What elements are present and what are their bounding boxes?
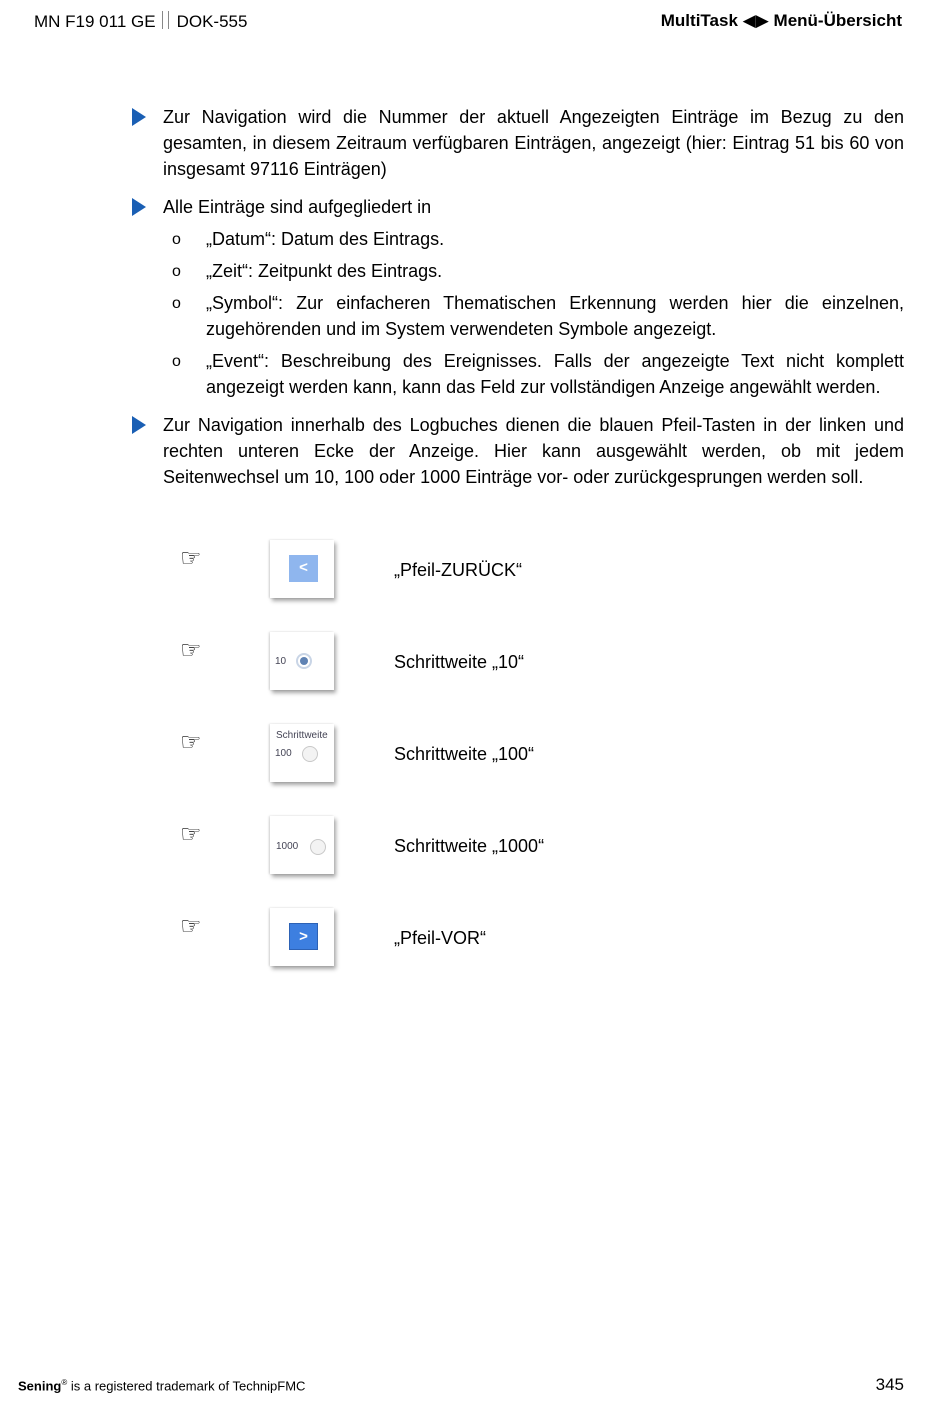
doc-code: DOK-555	[176, 12, 248, 31]
bullet-text: Zur Navigation innerhalb des Logbuches dienen die blauen Pfeil-Tasten in der linken und rechten unteren Ecke der Anzeige. Hier kann ausgewählt werden, ob mit jedem Seitenwechsel um 10, 100 oder 1000 Einträge vor- oder zurückgesprungen werden soll.	[163, 415, 904, 487]
step-10-radio[interactable]	[296, 653, 312, 669]
control-row-forward	[180, 908, 780, 978]
control-label: Schrittweite „100“	[394, 744, 535, 764]
header-doc-info	[34, 11, 247, 32]
radio-value-label: 10	[275, 656, 287, 667]
pointing-hand-icon: ☞	[180, 913, 202, 940]
nav-arrows-icon: ◀▶	[742, 11, 769, 30]
control-label: „Pfeil-ZURÜCK“	[394, 560, 522, 580]
radio-value-label: 100	[275, 748, 292, 759]
control-preview	[270, 632, 334, 690]
bullet-item	[130, 412, 904, 490]
control-preview	[270, 540, 334, 598]
trademark-text: is a registered trademark of TechnipFMC	[67, 1378, 306, 1394]
bullet-triangle-icon	[132, 416, 146, 434]
pointing-hand-icon: ☞	[180, 637, 202, 664]
pointing-hand-icon: ☞	[180, 545, 202, 572]
bullet-triangle-icon	[132, 108, 146, 126]
header-separator	[162, 11, 169, 29]
brand-name: Sening	[18, 1378, 62, 1394]
sub-item-text: „Datum“: Datum des Eintrags.	[206, 229, 445, 249]
control-label: Schrittweite „1000“	[394, 836, 545, 856]
pointing-hand-icon: ☞	[180, 821, 202, 848]
sub-item	[130, 290, 904, 342]
bullet-text: Alle Einträge sind aufgegliedert in	[163, 197, 432, 217]
sub-item	[130, 348, 904, 400]
pointing-hand-icon: ☞	[180, 729, 202, 756]
bullet-text: Zur Navigation wird die Nummer der aktuell Angezeigten Einträge im Bezug zu den gesamten, in diesem Zeitraum verfügbaren Einträgen, angezeigt (hier: Eintrag 51 bis 60 von insgesamt 97116 Einträgen)	[163, 107, 904, 179]
footer-trademark	[18, 1378, 305, 1393]
sub-item-text: „Event“: Beschreibung des Ereignisses. Falls der angezeigte Text nicht komplett angezeigt werden kann, kann das Feld zur vollständigen Anzeige angewählt werden.	[206, 351, 904, 397]
bullet-item	[130, 194, 904, 220]
page-number: 345	[875, 1375, 904, 1394]
sub-item-text: „Symbol“: Zur einfacheren Thematischen Erkennung werden hier die einzelnen, zugehörenden und im System verwendeten Symbole angezeigt.	[206, 293, 904, 339]
control-preview	[270, 724, 334, 782]
radio-caption: Schrittweite	[276, 730, 328, 741]
sub-marker: o	[172, 263, 181, 280]
registered-mark: ®	[61, 1378, 68, 1387]
sub-marker: o	[172, 231, 181, 248]
section-name: Menü-Übersicht	[773, 11, 902, 30]
body-text	[130, 104, 904, 502]
sub-marker: o	[172, 295, 181, 312]
step-100-radio[interactable]	[302, 746, 318, 762]
control-preview	[270, 908, 334, 966]
control-row-step-1000	[180, 816, 780, 886]
product-name: MultiTask	[660, 11, 738, 30]
step-1000-radio[interactable]	[310, 839, 326, 855]
control-label: Schrittweite „10“	[394, 652, 525, 672]
control-label: „Pfeil-VOR“	[394, 928, 487, 948]
control-preview	[270, 816, 334, 874]
arrow-back-button[interactable]: <	[289, 555, 318, 582]
arrow-forward-button[interactable]: >	[289, 923, 318, 950]
bullet-item	[130, 104, 904, 182]
sub-item-text: „Zeit“: Zeitpunkt des Eintrags.	[206, 261, 443, 281]
sub-marker: o	[172, 353, 181, 370]
bullet-triangle-icon	[132, 198, 146, 216]
control-row-step-100	[180, 724, 780, 794]
doc-number: MN F19 011 GE	[34, 12, 156, 31]
radio-value-label: 1000	[276, 841, 299, 852]
sub-item	[130, 226, 904, 252]
control-row-back	[180, 540, 780, 610]
header-section-title	[661, 11, 902, 31]
control-row-step-10	[180, 632, 780, 702]
sub-item	[130, 258, 904, 284]
